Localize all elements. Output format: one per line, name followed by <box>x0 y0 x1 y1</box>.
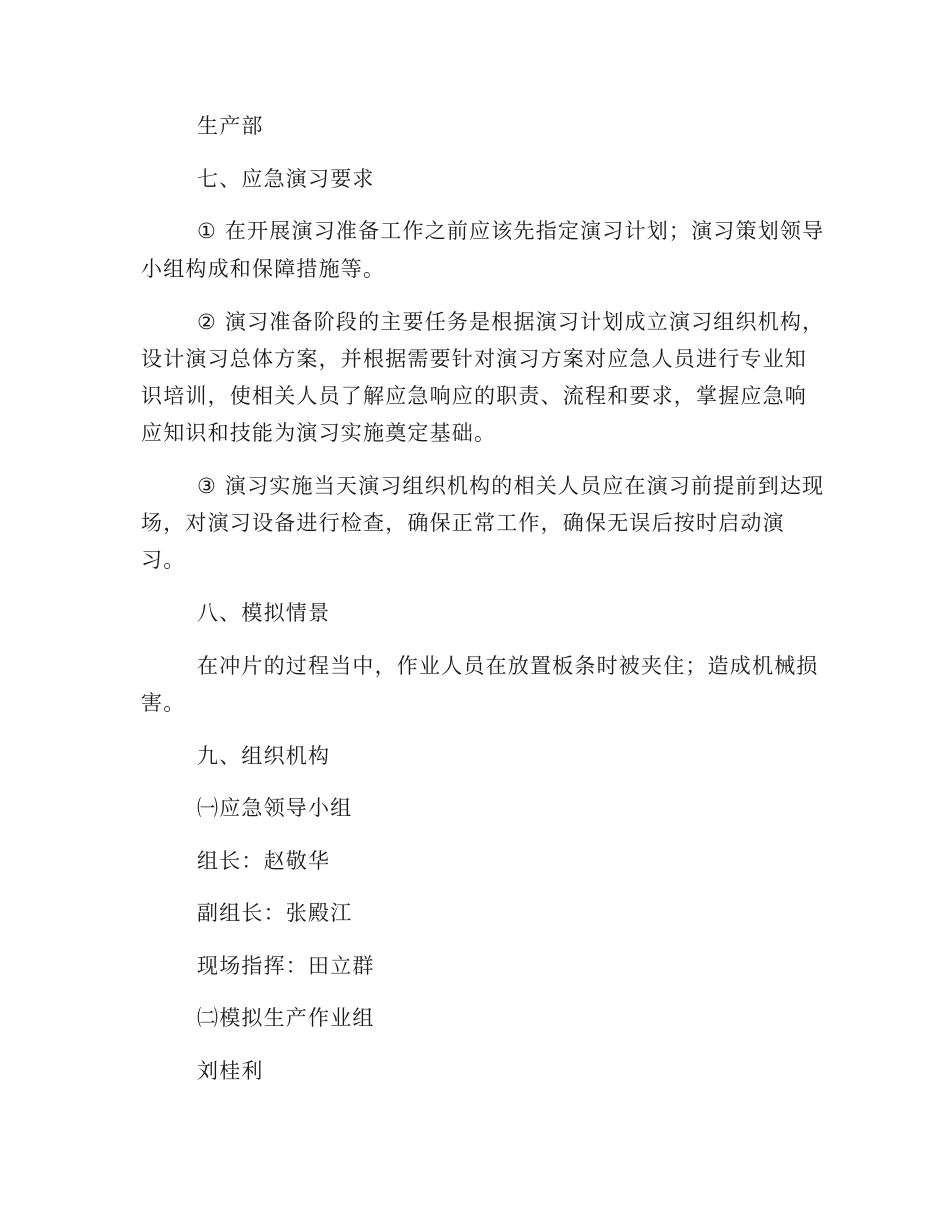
requirement-3-line-1: ③ 演习实施当天演习组织机构的相关人员应在演习前提前到达现 <box>197 474 825 498</box>
requirement-2-line-4: 应知识和技能为演习实施奠定基础。 <box>141 421 497 445</box>
scenario-line-2: 害。 <box>141 691 186 715</box>
requirement-1-line-2: 小组构成和保障措施等。 <box>141 257 386 281</box>
deputy-group-leader: 副组长：张殿江 <box>197 901 353 925</box>
group-leader: 组长：赵敬华 <box>197 849 331 873</box>
subsection-leadership-group: ㈠应急领导小组 <box>197 796 353 820</box>
section-heading-simulated-scenario: 八、模拟情景 <box>197 601 331 625</box>
requirement-2-line-1: ② 演习准备阶段的主要任务是根据演习计划成立演习组织机构， <box>197 310 825 334</box>
requirement-1-line-1: ① 在开展演习准备工作之前应该先指定演习计划；演习策划领导 <box>197 219 825 243</box>
requirement-2-line-3: 识培训，使相关人员了解应急响应的职责、流程和要求，掌握应急响 <box>141 384 807 408</box>
section-heading-drill-requirements: 七、应急演习要求 <box>197 167 375 191</box>
section-heading-organization: 九、组织机构 <box>197 744 331 768</box>
subsection-production-group: ㈡模拟生产作业组 <box>197 1006 375 1030</box>
site-commander: 现场指挥：田立群 <box>197 954 375 978</box>
department-line: 生产部 <box>197 114 264 138</box>
production-group-member: 刘桂利 <box>197 1059 264 1083</box>
requirement-3-line-3: 习。 <box>141 548 186 572</box>
requirement-2-line-2: 设计演习总体方案，并根据需要针对演习方案对应急人员进行专业知 <box>141 347 807 371</box>
requirement-3-line-2: 场，对演习设备进行检查，确保正常工作，确保无误后按时启动演 <box>141 511 785 535</box>
scenario-line-1: 在冲片的过程当中，作业人员在放置板条时被夹住；造成机械损 <box>197 654 819 678</box>
